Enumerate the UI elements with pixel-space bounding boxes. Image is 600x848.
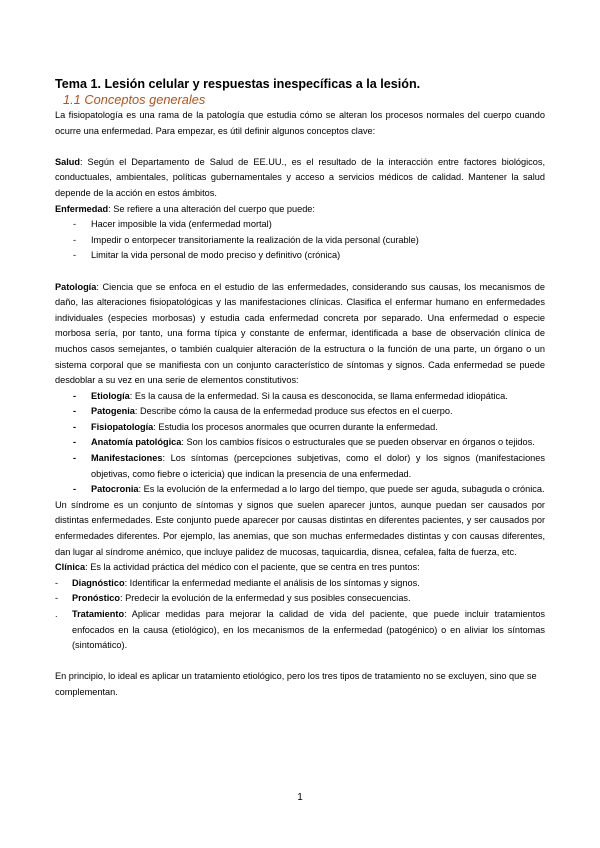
enfermedad-paragraph (55, 202, 545, 218)
list-item: - Manifestaciones: Los síntomas (percepciones subjetivas, como el dolor) y los signos (manifestaciones objetivas, como fiebre o ictericia) que indican la presencia de una enfermedad. (73, 453, 545, 479)
patologia-paragraph (55, 280, 545, 389)
enfermedad-term: Enfermedad (55, 203, 109, 214)
list-item: . Tratamiento: Aplicar medidas para mejorar la calidad de vida del paciente, que puede incluir tratamientos enfocados en la causa (etiológico), en los mecanismos de la enfermedad (patogénico) o en aliviar los síntomas (sintomático). (55, 609, 545, 651)
chapter-heading: Tema 1. Lesión celular y respuestas inespecíficas a la lesión. (55, 77, 421, 91)
list-item: - Pronóstico: Predecir la evolución de la enfermedad y sus posibles consecuencias. (55, 593, 411, 604)
salud-text: : Según el Departamento de Salud de EE.UU., es el resultado de la interacción entre factores biológicos, conductuales, ambientales, políticas gubernamentales y acceso a servicios médicos de calidad. Mantener la salud depende de la acción en estos ámbitos. (55, 156, 545, 198)
enfermedad-list (55, 217, 545, 264)
list-item: - Fisiopatología: Estudia los procesos anormales que ocurren durante la enfermedad. (73, 421, 438, 432)
page-number: 1 (297, 792, 303, 803)
clinica-paragraph (55, 560, 545, 576)
list-item: - Diagnóstico: Identificar la enfermedad mediante el análisis de los síntomas y signos. (55, 577, 420, 588)
clinica-text: : Es la actividad práctica del médico con el paciente, que se centra en tres puntos: (85, 562, 420, 573)
list-item: - Impedir o entorpecer transitoriamente la realización de la vida personal (curable) (73, 234, 419, 245)
patologia-text: : Ciencia que se enfoca en el estudio de las enfermedades, considerando sus causas, los mecanismos de daño, las alteraciones fisiopatológicas y las manifestaciones clínicas. Clasifica el enfermar humano en enfermedades individuales (especies morbosas) y estudia cada enfermedad concreta por separado. Una enfermedad o especie morbosa sería, por tanto, una forma típica y constante de enfermar, identificada a base de observación clínica de muchos casos semejantes, o también cualquier alteración de la estructura o la función de una parte, un órgano o un sistema corporal que se manifiesta con un conjunto característico de síntomas y signos. Cada enfermedad se puede desdoblar a su vez en una serie de elementos constitutivos: (55, 281, 545, 386)
enfermedad-text: : Se refiere a una alteración del cuerpo que puede: (108, 203, 315, 214)
section-heading: 1.1 Conceptos generales (63, 92, 206, 107)
patologia-list (55, 389, 545, 498)
clinica-list (55, 576, 545, 654)
list-item: - Limitar la vida personal de modo preciso y definitivo (crónica) (73, 250, 341, 261)
list-item: - Anatomía patológica: Son los cambios físicos o estructurales que se pueden observar en órganos o tejidos. (73, 437, 535, 448)
salud-term: Salud (55, 156, 81, 167)
list-item: - Patogenia: Describe cómo la causa de la enfermedad produce sus efectos en el cuerpo. (73, 406, 453, 417)
sindrome-paragraph: Un síndrome es un conjunto de síntomas y signos que suelen aparecer juntos, aunque puedan ser causados por distintas enfermedades. Este conjunto puede aparecer por causas distintas en diferentes pacientes, y ser causados por enfermedades diferentes. Por ejemplo, las anemias, que son muchas enfermedades distintas y con causas diferentes, dan lugar al síndrome anémico, que incluye palidez de mucosas, taquicardia, disnea, cefalea, falta de fuerza, etc. (55, 499, 545, 557)
list-item: - Etiología: Es la causa de la enfermedad. Si la causa es desconocida, se llama enfermedad idiopática. (73, 390, 508, 401)
clinica-term: Clínica (55, 562, 86, 573)
patologia-term: Patología (55, 281, 97, 292)
list-item: - Hacer imposible la vida (enfermedad mortal) (73, 219, 272, 230)
intro-paragraph: La fisiopatología es una rama de la patología que estudia cómo se alteran los procesos normales del cuerpo cuando ocurre una enfermedad. Para empezar, es útil definir algunos conceptos clave: (55, 110, 545, 136)
list-item: - Patocronia: Es la evolución de la enfermedad a lo largo del tiempo, que puede ser aguda, subaguda o crónica. (73, 484, 545, 495)
page-content (55, 76, 545, 701)
salud-paragraph (55, 155, 545, 202)
conclusion-paragraph: En principio, lo ideal es aplicar un tratamiento etiológico, pero los tres tipos de tratamiento no se excluyen, sino que se complementan. (55, 671, 537, 697)
